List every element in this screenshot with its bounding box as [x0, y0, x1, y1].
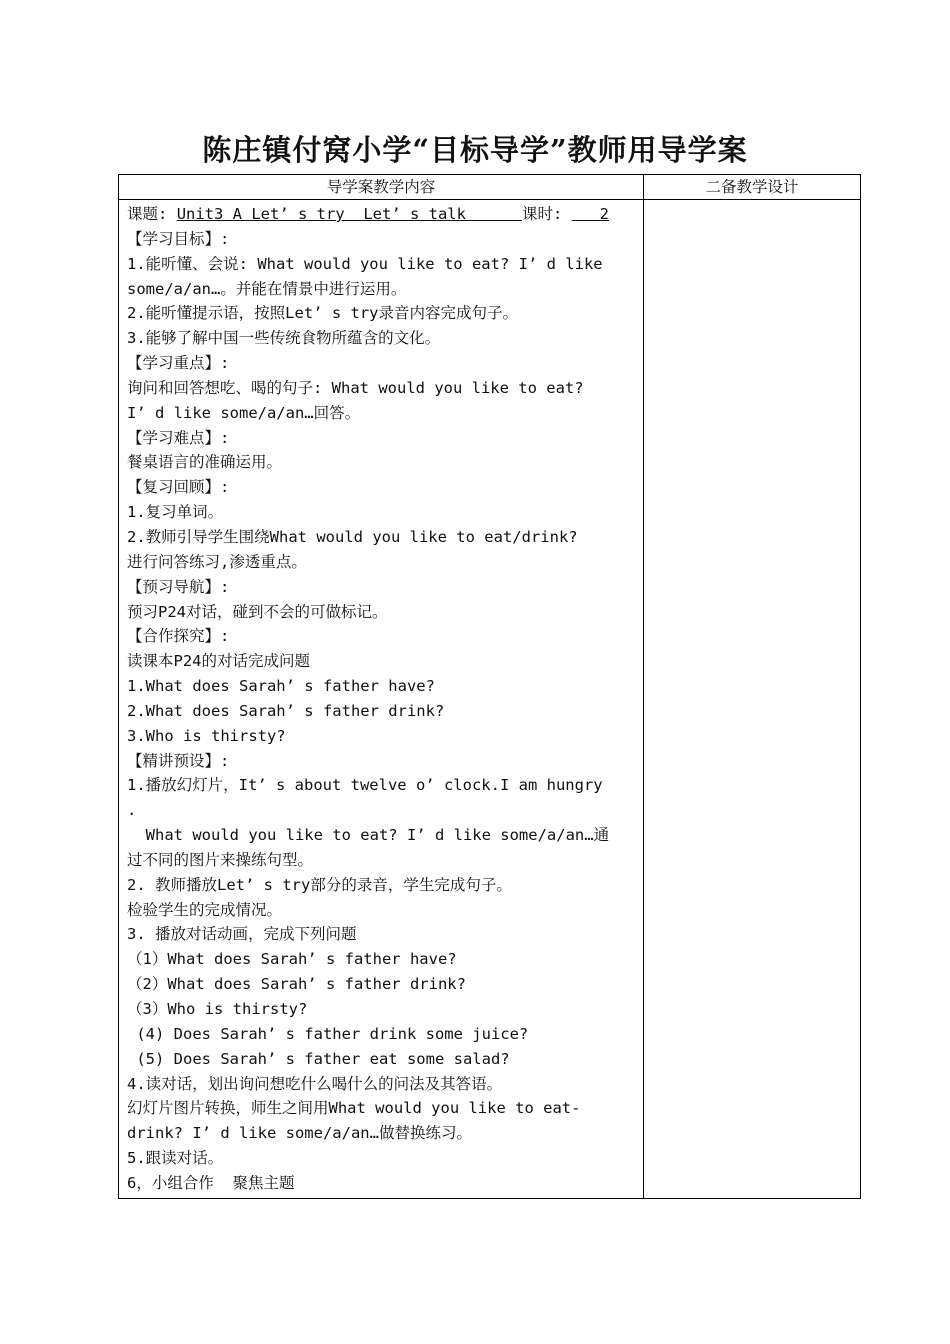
content-line: 询问和回答想吃、喝的句子: What would you like to eat?	[127, 378, 584, 397]
design-cell	[644, 200, 861, 1199]
content-line: (5) Does Sarah’ s father eat some salad?	[127, 1049, 510, 1068]
period-label: 课时:	[521, 205, 563, 223]
table-header-row	[119, 175, 861, 200]
content-line: 读课本P24的对话完成问题	[127, 652, 310, 671]
content-line: 【学习难点】:	[127, 428, 230, 447]
content-line: (4) Does Sarah’ s father drink some juice?	[127, 1024, 529, 1043]
content-line: 餐桌语言的准确运用。	[127, 453, 283, 472]
content-line: some/a/an…。并能在情景中进行运用。	[127, 279, 407, 298]
content-cell	[119, 200, 644, 1199]
table-body-row	[119, 200, 861, 1199]
content-line: 【学习目标】:	[127, 229, 230, 248]
topic-line	[127, 202, 635, 227]
content-line: 【预习导航】:	[127, 577, 230, 596]
topic-label: 课题:	[127, 205, 168, 223]
content-line: （1）What does Sarah’ s father have?	[127, 950, 457, 969]
content-line: （2）What does Sarah’ s father drink?	[127, 975, 466, 994]
period-value: 2	[571, 205, 609, 223]
content-line: 2.能听懂提示语，按照Let’ s try录音内容完成句子。	[127, 304, 518, 323]
content-line: .	[127, 801, 137, 820]
content-line: 6，小组合作 聚焦主题	[127, 1173, 295, 1192]
content-line: 2.What does Sarah’ s father drink?	[127, 701, 445, 720]
content-line: 【精讲预设】:	[127, 751, 230, 770]
content-lines	[127, 227, 635, 1196]
header-design: 二备教学设计	[644, 175, 861, 200]
content-line: 预习P24对话，碰到不会的可做标记。	[127, 602, 388, 621]
content-line: 4.读对话，划出询问想吃什么喝什么的问法及其答语。	[127, 1074, 503, 1093]
content-line: 【复习回顾】:	[127, 478, 230, 497]
content-line: 幻灯片图片转换，师生之间用What would you like to eat-	[127, 1099, 581, 1118]
content-line: 【合作探究】:	[127, 627, 230, 646]
header-content: 导学案教学内容	[119, 175, 644, 200]
content-line: What would you like to eat? I’ d like some/a/an…通	[127, 826, 610, 845]
content-line: 3. 播放对话动画，完成下列问题	[127, 925, 357, 944]
content-line: 1.能听懂、会说: What would you like to eat? I’ d like	[127, 254, 603, 273]
content-line: （3）Who is thirsty?	[127, 1000, 308, 1018]
content-line: 1.播放幻灯片，It’ s about twelve o’ clock.I am hungry	[127, 776, 603, 795]
content-line: 3.Who is thirsty?	[127, 726, 286, 745]
content-line: 2.教师引导学生围绕What would you like to eat/drink?	[127, 527, 578, 546]
content-line: drink? I’ d like some/a/an…做替换练习。	[127, 1124, 472, 1143]
content-line: 1.复习单词。	[127, 503, 224, 522]
content-line: 过不同的图片来操练句型。	[127, 850, 314, 869]
content-line: 1.What does Sarah’ s father have?	[127, 677, 435, 696]
content-line: 进行问答练习,渗透重点。	[127, 552, 307, 571]
page-title: 陈庄镇付窝小学“目标导学”教师用导学案	[202, 133, 748, 167]
lesson-plan-table	[118, 174, 861, 1199]
content-line: 5.跟读对话。	[127, 1149, 224, 1168]
content-line: 检验学生的完成情况。	[127, 900, 283, 919]
topic-value: Unit3 A Let’ s try Let’ s talk	[176, 205, 522, 223]
content-line: I’ d like some/a/an…回答。	[127, 403, 361, 422]
content-line: 2. 教师播放Let’ s try部分的录音，学生完成句子。	[127, 875, 512, 894]
content-line: 【学习重点】:	[127, 354, 230, 373]
content-line: 3.能够了解中国一些传统食物所蕴含的文化。	[127, 329, 441, 348]
